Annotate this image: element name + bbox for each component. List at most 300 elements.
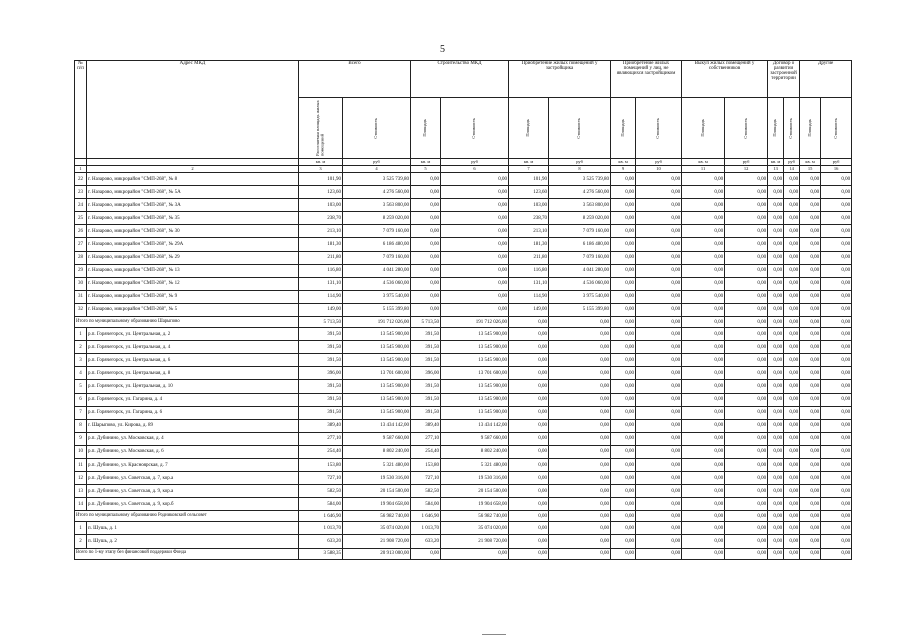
value-cell: 131,10 (509, 277, 549, 290)
value-cell: 0,00 (636, 548, 682, 559)
value-cell: 0,00 (800, 317, 821, 328)
value-cell: 1 013,70 (411, 522, 441, 535)
value-cell: 211,80 (299, 251, 343, 264)
value-cell: 0,00 (549, 535, 611, 548)
value-cell: 0,00 (725, 328, 768, 341)
table-row (75, 472, 852, 485)
value-cell: 213,10 (509, 225, 549, 238)
value-cell: 0,00 (636, 199, 682, 212)
value-cell: 0,00 (768, 548, 784, 559)
subheader-area: Площадь (772, 119, 778, 137)
value-cell: 0,00 (509, 317, 549, 328)
value-cell: 0,00 (725, 341, 768, 354)
value-cell: 13 701 600,00 (343, 367, 411, 380)
table-row (75, 432, 852, 445)
value-cell: 0,00 (549, 432, 611, 445)
row-number: 31 (75, 290, 87, 303)
value-cell: 153,80 (299, 458, 343, 471)
value-cell: 13 434 142,00 (441, 419, 509, 432)
subheader-area: Площадь (806, 119, 812, 137)
value-cell: 0,00 (725, 419, 768, 432)
address-cell: г. Назарово, микрорайон "СМП-268", № 30 (87, 225, 299, 238)
value-cell: 0,00 (800, 419, 821, 432)
value-cell: 0,00 (800, 303, 821, 316)
value-cell: 0,00 (611, 432, 636, 445)
value-cell: 0,00 (509, 341, 549, 354)
col-buyback-header: Выкуп жилых помещений у собственников (682, 61, 768, 98)
value-cell: 0,00 (800, 264, 821, 277)
value-cell: 4 276 560,00 (549, 186, 611, 199)
col-purchase-other-header: Приобретение жилых помещений у лиц, не являющихся застройщиком (611, 61, 682, 98)
value-cell: 727,10 (411, 472, 441, 485)
value-cell: 7 079 160,00 (549, 225, 611, 238)
value-cell: 0,00 (636, 535, 682, 548)
value-cell: 0,00 (768, 511, 784, 522)
value-cell: 0,00 (768, 485, 784, 498)
value-cell: 0,00 (784, 303, 800, 316)
value-cell: 0,00 (800, 511, 821, 522)
value-cell: 0,00 (611, 238, 636, 251)
value-cell: 0,00 (784, 432, 800, 445)
value-cell: 0,00 (411, 290, 441, 303)
value-cell: 0,00 (784, 498, 800, 511)
value-cell: 191 712 026,00 (441, 317, 509, 328)
value-cell: 0,00 (725, 290, 768, 303)
table-row (75, 406, 852, 419)
value-cell: 0,00 (800, 341, 821, 354)
value-cell: 0,00 (784, 186, 800, 199)
value-cell: 0,00 (821, 511, 852, 522)
address-cell: р.п. Дубинино, ул. Московская, д. 4 (87, 432, 299, 445)
value-cell: 0,00 (509, 432, 549, 445)
value-cell: 0,00 (682, 264, 725, 277)
value-cell: 211,80 (509, 251, 549, 264)
value-cell: 0,00 (682, 485, 725, 498)
value-cell: 3 588,35 (299, 548, 343, 559)
value-cell: 0,00 (509, 535, 549, 548)
value-cell: 0,00 (725, 264, 768, 277)
value-cell: 0,00 (784, 277, 800, 290)
value-cell: 0,00 (800, 238, 821, 251)
value-cell: 0,00 (800, 328, 821, 341)
value-cell: 0,00 (682, 511, 725, 522)
value-cell: 0,00 (636, 511, 682, 522)
row-number: 2 (75, 341, 87, 354)
value-cell: 0,00 (636, 432, 682, 445)
value-cell: 0,00 (611, 173, 636, 186)
subheader-cost: Стоимость (373, 117, 379, 139)
value-cell: 0,00 (682, 535, 725, 548)
page-number: 5 (440, 44, 445, 55)
value-cell: 3 525 739,80 (549, 173, 611, 186)
value-cell: 3 525 739,80 (343, 173, 411, 186)
value-cell: 0,00 (784, 380, 800, 393)
value-cell: 0,00 (682, 225, 725, 238)
value-cell: 123,60 (299, 186, 343, 199)
value-cell: 0,00 (768, 354, 784, 367)
value-cell: 0,00 (441, 225, 509, 238)
value-cell: 4 041 280,00 (549, 264, 611, 277)
value-cell: 0,00 (636, 341, 682, 354)
value-cell: 0,00 (549, 511, 611, 522)
value-cell: 0,00 (611, 290, 636, 303)
value-cell: 13 545 900,00 (343, 328, 411, 341)
value-cell: 0,00 (549, 341, 611, 354)
total-label: Всего по 1-му этапу без финансовой поддержки Фонда (75, 548, 299, 559)
value-cell: 13 545 900,00 (343, 341, 411, 354)
value-cell: 0,00 (784, 212, 800, 225)
value-cell: 0,00 (768, 225, 784, 238)
col-num-header: № п/п (75, 61, 87, 159)
table-row (75, 186, 852, 199)
value-cell: 0,00 (611, 380, 636, 393)
value-cell: 0,00 (682, 328, 725, 341)
value-cell: 0,00 (768, 341, 784, 354)
row-number: 2 (75, 535, 87, 548)
value-cell: 0,00 (549, 354, 611, 367)
value-cell: 0,00 (611, 472, 636, 485)
resettlement-table (74, 60, 852, 560)
table-row (75, 393, 852, 406)
value-cell: 0,00 (768, 186, 784, 199)
value-cell: 391,50 (299, 380, 343, 393)
value-cell: 0,00 (636, 173, 682, 186)
value-cell: 0,00 (768, 380, 784, 393)
value-cell: 0,00 (682, 419, 725, 432)
value-cell: 0,00 (682, 290, 725, 303)
value-cell: 0,00 (768, 328, 784, 341)
value-cell: 582,50 (299, 485, 343, 498)
value-cell: 5 321 480,00 (441, 458, 509, 471)
value-cell: 0,00 (636, 485, 682, 498)
value-cell: 5 155 399,80 (343, 303, 411, 316)
table-row (75, 277, 852, 290)
address-cell: р.п. Дубинино, ул. Советская, д. 9, кор.а (87, 485, 299, 498)
row-number: 27 (75, 238, 87, 251)
value-cell: 391,50 (299, 393, 343, 406)
col-construction-header: Строительство МКД (411, 61, 509, 98)
value-cell: 0,00 (441, 290, 509, 303)
value-cell: 0,00 (821, 380, 852, 393)
value-cell: 727,10 (299, 472, 343, 485)
value-cell: 0,00 (821, 472, 852, 485)
value-cell: 0,00 (682, 173, 725, 186)
value-cell: 1 013,70 (299, 522, 343, 535)
value-cell: 0,00 (768, 419, 784, 432)
value-cell: 0,00 (611, 199, 636, 212)
address-cell: р.п. Горячегорск, ул. Центральная, д. 4 (87, 341, 299, 354)
unit-cell: кв. м (682, 159, 725, 166)
value-cell: 114,90 (509, 290, 549, 303)
value-cell: 0,00 (784, 328, 800, 341)
value-cell: 0,00 (611, 225, 636, 238)
value-cell: 584,00 (299, 498, 343, 511)
table-row (75, 290, 852, 303)
value-cell: 0,00 (725, 317, 768, 328)
value-cell: 0,00 (768, 264, 784, 277)
value-cell: 0,00 (725, 186, 768, 199)
value-cell: 0,00 (636, 419, 682, 432)
value-cell: 0,00 (441, 251, 509, 264)
col-number-cell: 5 (411, 166, 441, 173)
subheader-cost: Стоимость (471, 117, 477, 139)
table-row (75, 212, 852, 225)
row-number: 32 (75, 303, 87, 316)
subheader-cost: Стоимость (742, 117, 748, 139)
value-cell: 391,50 (411, 341, 441, 354)
table-row (75, 264, 852, 277)
row-number: 24 (75, 199, 87, 212)
value-cell: 0,00 (682, 522, 725, 535)
value-cell: 0,00 (725, 511, 768, 522)
value-cell: 633,20 (299, 535, 343, 548)
value-cell: 0,00 (768, 303, 784, 316)
value-cell: 0,00 (509, 328, 549, 341)
value-cell: 0,00 (821, 406, 852, 419)
value-cell: 0,00 (549, 419, 611, 432)
total-row (75, 548, 852, 559)
value-cell: 0,00 (800, 225, 821, 238)
value-cell: 13 701 600,00 (441, 367, 509, 380)
value-cell: 0,00 (725, 406, 768, 419)
value-cell: 0,00 (682, 432, 725, 445)
value-cell: 389,40 (411, 419, 441, 432)
col-number-cell: 9 (611, 166, 636, 173)
value-cell: 0,00 (821, 251, 852, 264)
value-cell: 0,00 (509, 498, 549, 511)
col-number-cell: 16 (821, 166, 852, 173)
value-cell: 20 154 500,00 (441, 485, 509, 498)
value-cell: 391,50 (299, 341, 343, 354)
value-cell: 103,00 (299, 199, 343, 212)
value-cell: 13 545 900,00 (441, 380, 509, 393)
value-cell: 0,00 (821, 317, 852, 328)
value-cell: 0,00 (682, 277, 725, 290)
value-cell: 0,00 (725, 393, 768, 406)
value-cell: 116,80 (299, 264, 343, 277)
value-cell: 633,20 (411, 535, 441, 548)
value-cell: 0,00 (611, 251, 636, 264)
value-cell: 0,00 (800, 380, 821, 393)
col-total-header: Всего (299, 61, 411, 98)
value-cell: 0,00 (611, 303, 636, 316)
value-cell: 13 545 900,00 (343, 406, 411, 419)
value-cell: 0,00 (682, 445, 725, 458)
value-cell: 0,00 (636, 380, 682, 393)
value-cell: 0,00 (784, 548, 800, 559)
value-cell: 0,00 (636, 277, 682, 290)
value-cell: 0,00 (784, 199, 800, 212)
value-cell: 0,00 (509, 485, 549, 498)
value-cell: 0,00 (636, 458, 682, 471)
value-cell: 0,00 (800, 199, 821, 212)
value-cell: 0,00 (682, 238, 725, 251)
row-number: 14 (75, 498, 87, 511)
value-cell: 0,00 (725, 458, 768, 471)
col-number-cell: 3 (299, 166, 343, 173)
value-cell: 0,00 (682, 406, 725, 419)
column-number-row (75, 166, 852, 173)
value-cell: 0,00 (768, 432, 784, 445)
value-cell: 35 074 020,00 (441, 522, 509, 535)
value-cell: 0,00 (784, 393, 800, 406)
address-cell: г. Назарово, микрорайон "СМП-268", № 29А (87, 238, 299, 251)
col-number-cell: 11 (682, 166, 725, 173)
table-row (75, 354, 852, 367)
value-cell: 149,00 (299, 303, 343, 316)
table-row (75, 173, 852, 186)
value-cell: 0,00 (682, 498, 725, 511)
value-cell: 0,00 (800, 498, 821, 511)
address-cell: г. Назарово, микрорайон "СМП-268", № 5А (87, 186, 299, 199)
row-number: 11 (75, 458, 87, 471)
value-cell: 0,00 (821, 290, 852, 303)
value-cell: 0,00 (768, 406, 784, 419)
value-cell: 0,00 (800, 354, 821, 367)
value-cell: 0,00 (821, 432, 852, 445)
address-cell: г. Назарово, микрорайон "СМП-268", № 9 (87, 290, 299, 303)
value-cell: 7 079 160,00 (549, 251, 611, 264)
address-cell: р.п. Горячегорск, ул. Центральная, д. 2 (87, 328, 299, 341)
value-cell: 101,90 (299, 173, 343, 186)
address-cell: г. Шарыпово, ул. Кирова, д. 89 (87, 419, 299, 432)
row-number: 9 (75, 432, 87, 445)
value-cell: 0,00 (509, 354, 549, 367)
row-number: 22 (75, 173, 87, 186)
value-cell: 101,90 (509, 173, 549, 186)
value-cell: 0,00 (725, 251, 768, 264)
value-cell: 0,00 (800, 458, 821, 471)
value-cell: 0,00 (411, 277, 441, 290)
value-cell: 391,50 (299, 328, 343, 341)
value-cell: 0,00 (800, 432, 821, 445)
address-cell: р.п. Горячегорск, ул. Центральная, д. 6 (87, 354, 299, 367)
total-label: Итого по муниципальному образованию Шарыпово (75, 317, 299, 328)
row-number: 10 (75, 445, 87, 458)
value-cell: 0,00 (411, 303, 441, 316)
unit-cell: кв. м (299, 159, 343, 166)
address-cell: г. Назарово, микрорайон "СМП-268", № 3А (87, 199, 299, 212)
col-number-cell: 14 (784, 166, 800, 173)
value-cell: 0,00 (821, 212, 852, 225)
value-cell: 0,00 (509, 406, 549, 419)
row-number: 1 (75, 328, 87, 341)
value-cell: 0,00 (636, 393, 682, 406)
table-row (75, 303, 852, 316)
table-row (75, 341, 852, 354)
value-cell: 5 713,50 (299, 317, 343, 328)
value-cell: 0,00 (682, 317, 725, 328)
value-cell: 0,00 (821, 548, 852, 559)
value-cell: 0,00 (784, 511, 800, 522)
value-cell: 4 536 060,00 (549, 277, 611, 290)
value-cell: 0,00 (411, 186, 441, 199)
value-cell: 0,00 (784, 264, 800, 277)
value-cell: 0,00 (821, 341, 852, 354)
value-cell: 0,00 (821, 303, 852, 316)
value-cell: 0,00 (682, 251, 725, 264)
value-cell: 0,00 (682, 380, 725, 393)
value-cell: 0,00 (725, 277, 768, 290)
col-purchase-developer-header: Приобретение жилых помещений у застройщика (509, 61, 611, 98)
unit-cell: кв. м (509, 159, 549, 166)
value-cell: 0,00 (611, 419, 636, 432)
value-cell: 0,00 (725, 225, 768, 238)
value-cell: 20 154 500,00 (343, 485, 411, 498)
value-cell: 0,00 (821, 367, 852, 380)
value-cell: 103,00 (509, 199, 549, 212)
value-cell: 0,00 (725, 212, 768, 225)
value-cell: 0,00 (549, 445, 611, 458)
table-row (75, 445, 852, 458)
value-cell: 0,00 (682, 472, 725, 485)
value-cell: 0,00 (611, 522, 636, 535)
value-cell: 4 041 280,00 (343, 264, 411, 277)
value-cell: 0,00 (611, 277, 636, 290)
table-row (75, 535, 852, 548)
value-cell: 0,00 (549, 328, 611, 341)
subheader-resettled-area: Расселяемая площадь жилых помещений (315, 100, 325, 156)
subheader-area: Площадь (619, 119, 625, 137)
value-cell: 0,00 (821, 186, 852, 199)
value-cell: 153,80 (411, 458, 441, 471)
value-cell: 0,00 (509, 419, 549, 432)
value-cell: 9 587 660,00 (343, 432, 411, 445)
value-cell: 0,00 (800, 472, 821, 485)
value-cell: 0,00 (725, 445, 768, 458)
value-cell: 21 908 720,00 (441, 535, 509, 548)
total-label: Итого по муниципальному образованию Родниковский сельсовет (75, 511, 299, 522)
value-cell: 0,00 (784, 354, 800, 367)
value-cell: 114,90 (299, 290, 343, 303)
value-cell: 0,00 (509, 393, 549, 406)
value-cell: 0,00 (509, 380, 549, 393)
subheader-cost: Стоимость (788, 117, 794, 139)
value-cell: 0,00 (636, 303, 682, 316)
value-cell: 0,00 (768, 199, 784, 212)
value-cell: 0,00 (611, 354, 636, 367)
value-cell: 0,00 (725, 522, 768, 535)
value-cell: 0,00 (682, 341, 725, 354)
value-cell: 0,00 (725, 303, 768, 316)
value-cell: 277,10 (299, 432, 343, 445)
value-cell: 0,00 (411, 251, 441, 264)
value-cell: 35 074 020,00 (343, 522, 411, 535)
row-number: 13 (75, 485, 87, 498)
value-cell: 254,40 (411, 445, 441, 458)
row-number: 25 (75, 212, 87, 225)
subheader-area: Площадь (422, 119, 428, 137)
value-cell: 0,00 (784, 535, 800, 548)
value-cell: 3 563 800,00 (343, 199, 411, 212)
value-cell: 6 186 480,00 (549, 238, 611, 251)
value-cell: 0,00 (611, 445, 636, 458)
unit-cell: руб (343, 159, 411, 166)
value-cell: 5 321 480,00 (343, 458, 411, 471)
row-number: 30 (75, 277, 87, 290)
value-cell: 254,40 (299, 445, 343, 458)
value-cell: 213,10 (299, 225, 343, 238)
value-cell: 0,00 (509, 511, 549, 522)
unit-cell: руб (636, 159, 682, 166)
value-cell: 0,00 (441, 264, 509, 277)
value-cell: 0,00 (411, 173, 441, 186)
value-cell: 3 975 540,00 (343, 290, 411, 303)
value-cell: 0,00 (636, 264, 682, 277)
value-cell: 0,00 (441, 277, 509, 290)
value-cell: 0,00 (821, 199, 852, 212)
table-row (75, 238, 852, 251)
